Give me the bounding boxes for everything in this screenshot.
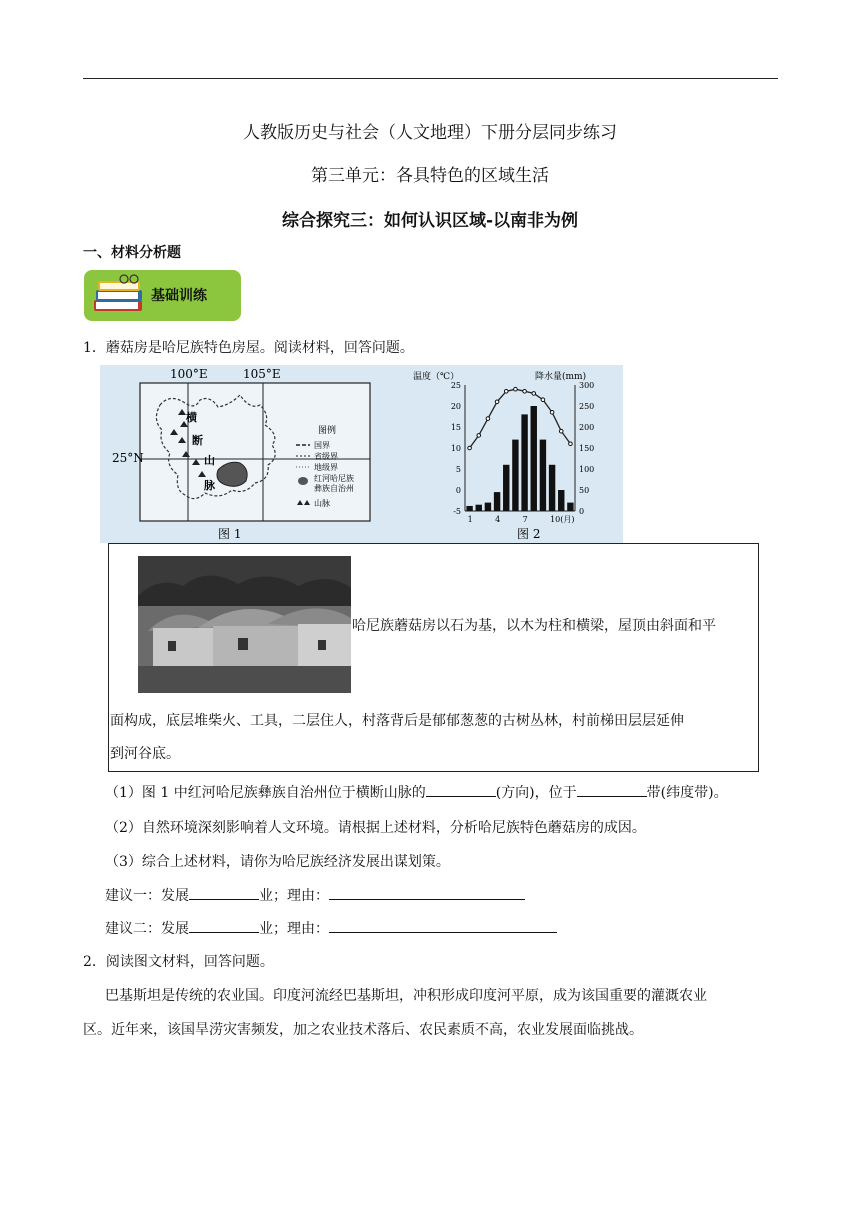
temp-point <box>495 400 499 404</box>
precip-bar <box>567 503 573 511</box>
sub1-text-c: 带(纬度带)。 <box>646 785 728 801</box>
month-tick-label: 10(月) <box>550 515 575 524</box>
temp-point <box>532 392 536 396</box>
sug1-text-b: 业；理由： <box>259 888 329 904</box>
month-tick-label: 7 <box>522 515 528 524</box>
mountain-char-3: 山 <box>204 454 215 467</box>
lat-label-25: 25°N <box>112 451 144 465</box>
legend-item-6: 山脉 <box>314 499 330 508</box>
temp-tick-label: 10 <box>450 444 461 453</box>
precip-tick-label: 0 <box>579 507 585 516</box>
lon-label-105: 105°E <box>243 367 281 381</box>
temp-point <box>541 398 545 402</box>
box-text-line1: 哈尼族蘑菇房以石为基，以木为柱和横梁，屋顶由斜面和平 <box>352 618 716 634</box>
precip-tick-label: 300 <box>579 381 595 390</box>
q2-paragraph-line1: 巴基斯坦是传统的农业国。印度河流经巴基斯坦，冲积形成印度河平原，成为该国重要的灌溉农业 <box>105 988 707 1004</box>
mountain-char-4: 脉 <box>204 479 215 492</box>
sub1-text-a: （1）图 1 中红河哈尼族彝族自治州位于横断山脉的 <box>105 785 426 801</box>
mountain-char-2: 断 <box>192 434 203 447</box>
answer-blank-zone[interactable] <box>577 782 647 797</box>
precip-tick-label: 50 <box>579 486 590 495</box>
temperature-line <box>470 389 571 448</box>
temp-tick-label: 5 <box>455 465 461 474</box>
suggestion-1 <box>105 885 525 906</box>
temp-point <box>569 442 573 446</box>
legend-item-5: 彝族自治州 <box>314 484 354 493</box>
month-tick-label: 4 <box>495 515 501 524</box>
precip-bar <box>540 440 546 511</box>
q2-paragraph-line2: 区。近年来，该国旱涝灾害频发，加之农业技术落后、农民素质不高，农业发展面临挑战。 <box>83 1022 643 1038</box>
climate-chart <box>413 370 594 541</box>
fig1-caption: 图 1 <box>218 527 242 541</box>
page-title: 人教版历史与社会（人文地理）下册分层同步练习 <box>243 123 617 143</box>
precip-bar <box>466 506 472 511</box>
sub-question-1 <box>105 782 728 803</box>
answer-blank-reason-2[interactable] <box>329 918 557 933</box>
precip-tick-label: 250 <box>579 402 595 411</box>
temp-point <box>486 417 490 421</box>
precip-bar <box>476 505 482 511</box>
legend-title: 图例 <box>318 426 337 436</box>
precip-tick-label: 100 <box>579 465 595 474</box>
mushroom-house-photo <box>138 556 351 693</box>
precip-bar <box>512 440 518 511</box>
temp-point <box>550 411 554 415</box>
mountain-char-1: 横 <box>186 411 197 424</box>
temp-axis-label: 温度（℃） <box>413 372 460 382</box>
map-figure <box>112 367 370 541</box>
sug2-text-a: 建议二：发展 <box>105 921 189 937</box>
temp-point <box>468 446 472 450</box>
temp-point <box>477 434 481 438</box>
badge-label: 基础训练 <box>151 288 207 304</box>
precip-axis-label: 降水量(mm) <box>535 372 587 382</box>
temp-tick-label: 0 <box>455 486 461 495</box>
temp-point <box>523 390 527 394</box>
precip-bar <box>549 465 555 511</box>
sub-question-2: （2）自然环境深刻影响着人文环境。请根据上述材料，分析哈尼族特色蘑菇房的成因。 <box>105 820 646 836</box>
q1-stem: 1．蘑菇房是哈尼族特色房屋。阅读材料，回答问题。 <box>83 340 414 356</box>
temp-tick-label: 20 <box>450 402 461 411</box>
temp-point <box>514 387 518 391</box>
precip-bar <box>485 503 491 511</box>
header-rule <box>83 78 778 79</box>
precip-bar <box>531 406 537 511</box>
sub-question-3: （3）综合上述材料，请你为哈尼族经济发展出谋划策。 <box>105 854 450 870</box>
lon-label-100: 100°E <box>170 367 208 381</box>
section-heading: 一、材料分析题 <box>83 245 181 261</box>
temp-point <box>504 390 508 394</box>
answer-blank-direction[interactable] <box>426 782 496 797</box>
precip-bar <box>503 465 509 511</box>
temp-tick-label: 25 <box>450 381 461 390</box>
temp-tick-label: 15 <box>450 423 461 432</box>
suggestion-2 <box>105 918 557 939</box>
legend-item-4: 红河哈尼族 <box>314 474 354 483</box>
temp-point <box>559 429 563 433</box>
legend-item-1: 国界 <box>314 441 330 450</box>
precip-tick-label: 200 <box>579 423 595 432</box>
q2-stem: 2．阅读图文材料，回答问题。 <box>83 954 274 970</box>
precip-bar <box>494 492 500 511</box>
figure-panel <box>100 365 623 543</box>
box-text-line2: 面构成，底层堆柴火、工具，二层住人，村落背后是郁郁葱葱的古树丛林，村前梯田层层延伸 <box>110 713 684 729</box>
precip-bar <box>558 490 564 511</box>
sug2-text-b: 业；理由： <box>259 921 329 937</box>
answer-blank-reason-1[interactable] <box>329 885 525 900</box>
sub1-text-b: (方向)，位于 <box>495 785 577 801</box>
temp-tick-label: -5 <box>453 507 461 516</box>
fig2-caption: 图 2 <box>517 527 541 541</box>
answer-blank-industry-1[interactable] <box>189 885 259 900</box>
answer-blank-industry-2[interactable] <box>189 918 259 933</box>
box-text-line3: 到河谷底。 <box>110 746 180 762</box>
lesson-title: 综合探究三：如何认识区域-以南非为例 <box>281 211 579 231</box>
sug1-text-a: 建议一：发展 <box>105 888 189 904</box>
precip-tick-label: 150 <box>579 444 595 453</box>
legend-item-2: 省级界 <box>314 452 338 461</box>
legend-item-3: 地级界 <box>314 463 338 472</box>
precip-bar <box>521 414 527 511</box>
unit-title: 第三单元：各具特色的区域生活 <box>311 166 549 186</box>
month-tick-label: 1 <box>467 515 473 524</box>
